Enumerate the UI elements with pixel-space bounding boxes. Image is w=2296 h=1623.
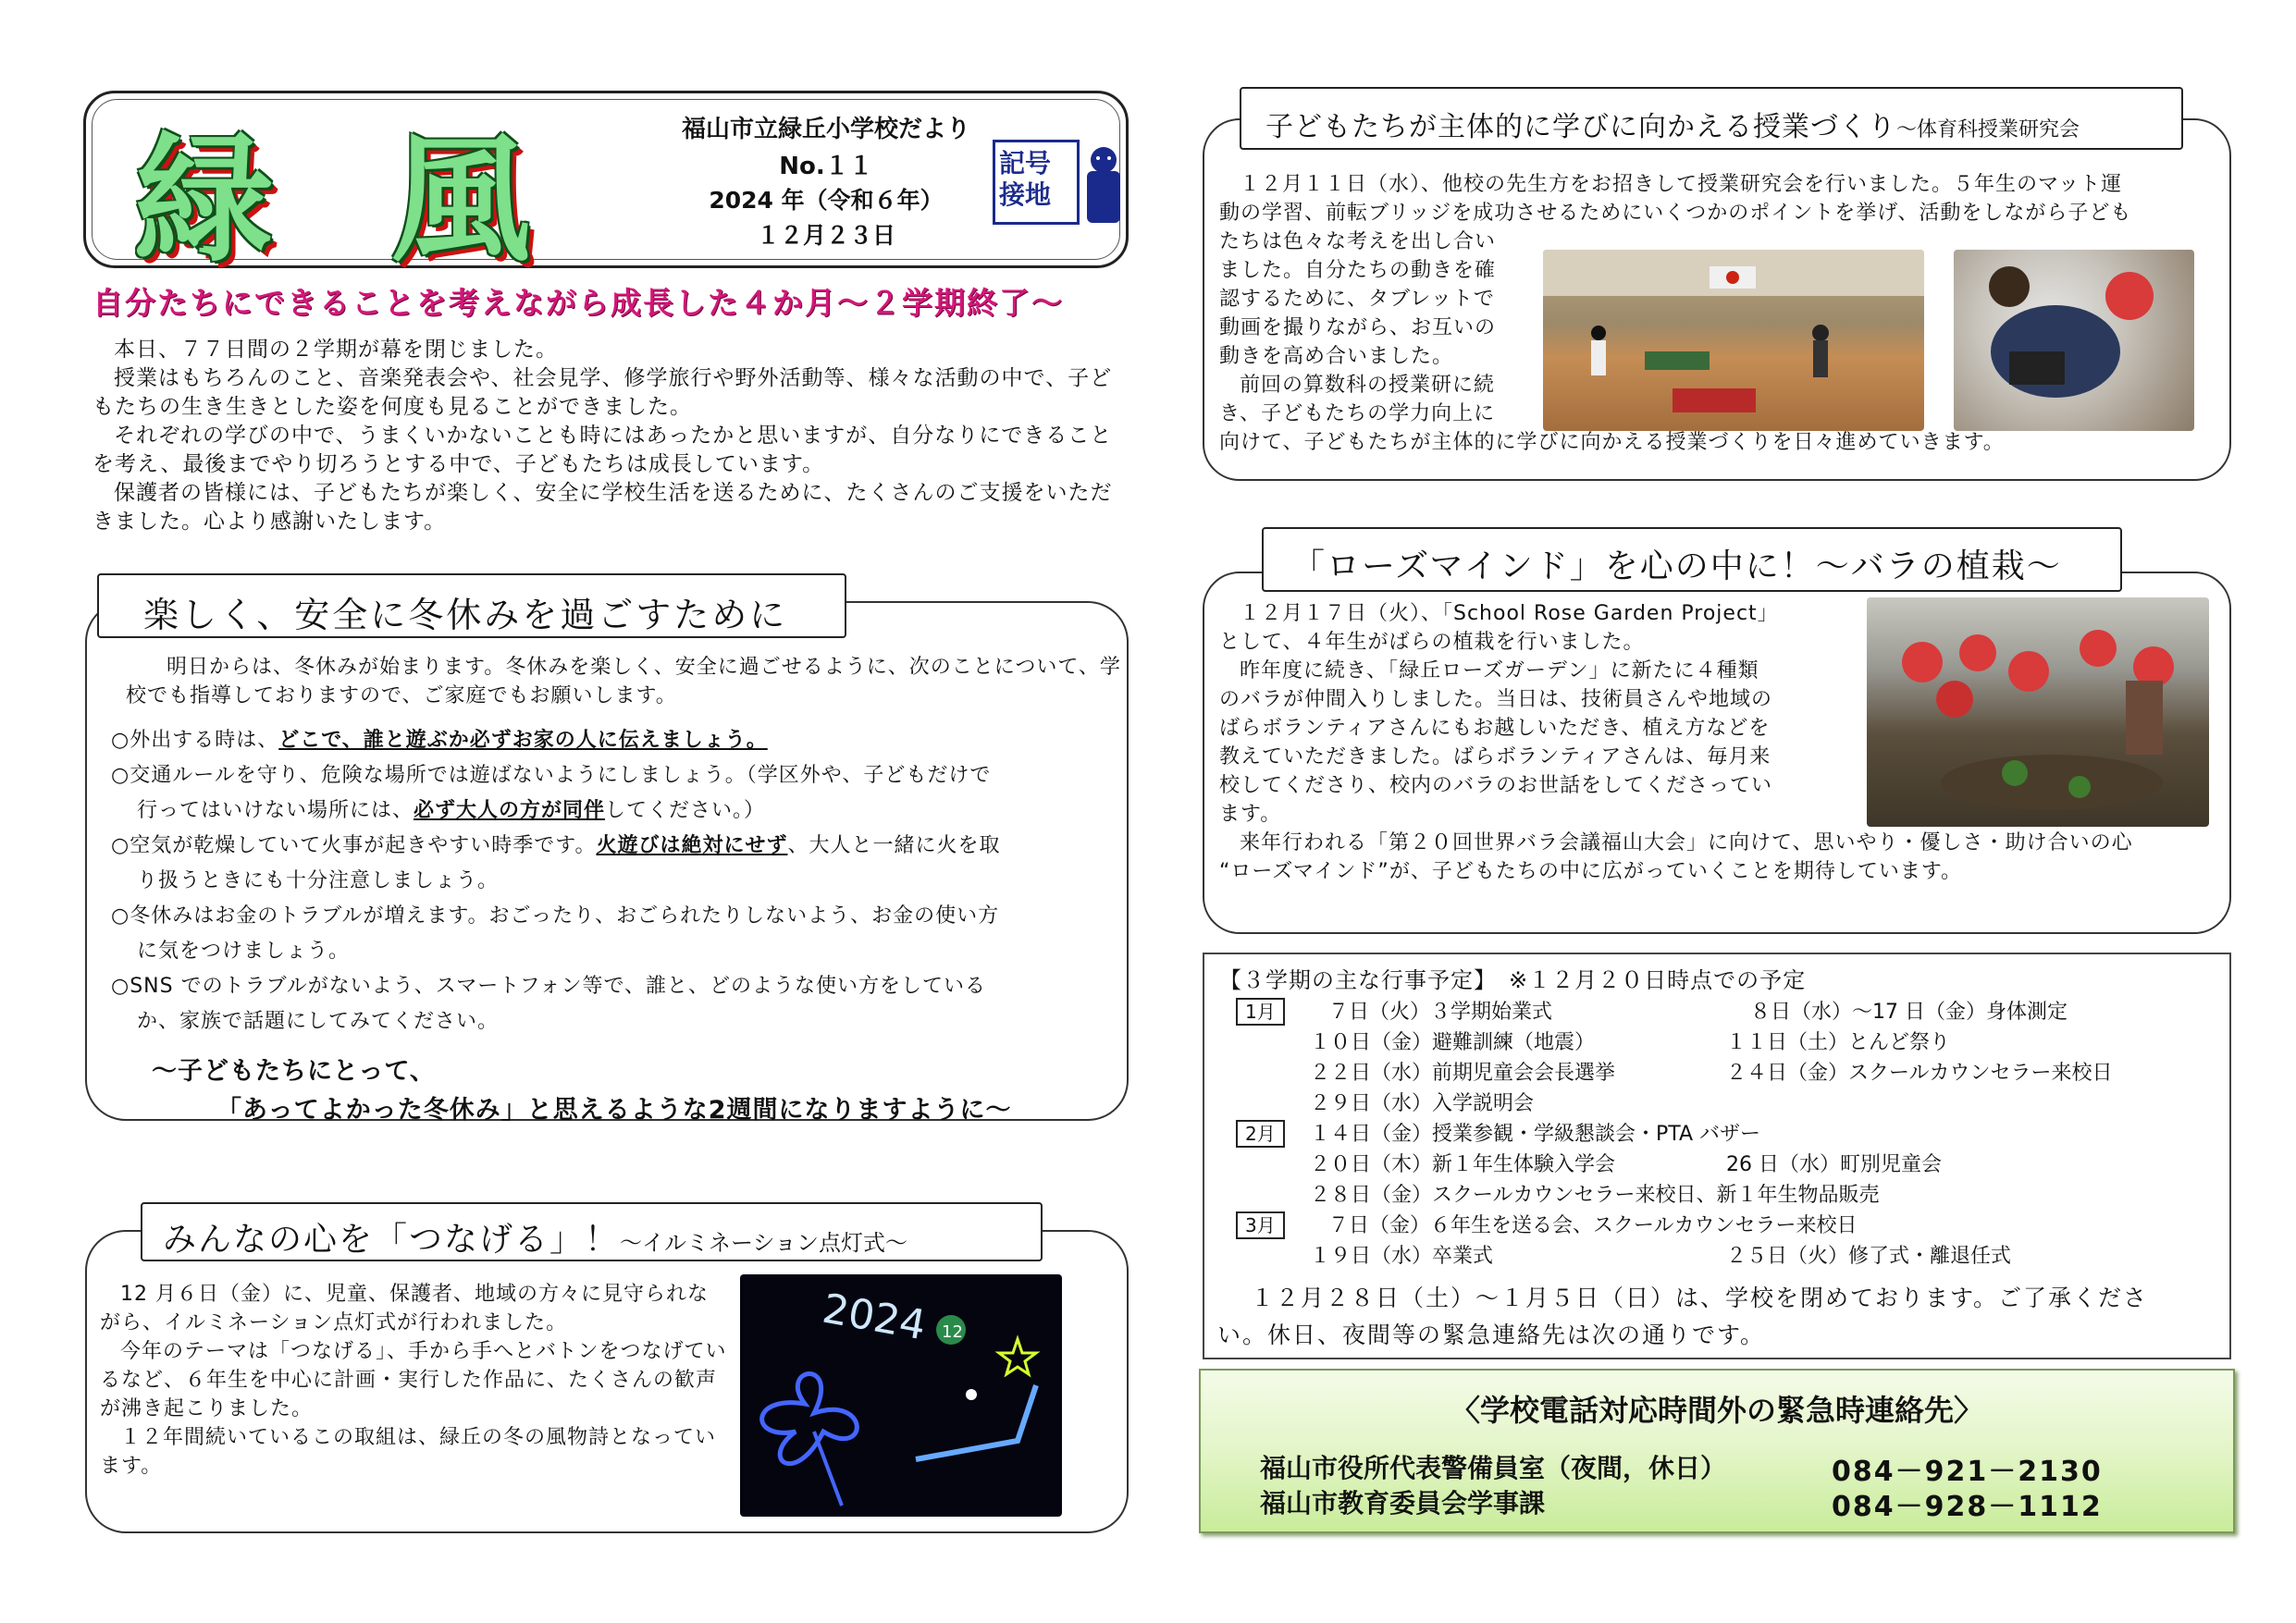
headline: 自分たちにできることを考えながら成長した４か月～２学期終了～ bbox=[93, 285, 1064, 321]
illumination-paragraph: １２年間続いているこの取組は、緑丘の冬の風物詩となっています。 bbox=[100, 1426, 717, 1478]
issue-year: 2024 年（令和６年） bbox=[709, 187, 944, 214]
schedule-heading: 【３学期の主な行事予定】 ※１２月２０日時点での予定 bbox=[1219, 967, 1807, 993]
schedule-event: １４日（金）授業参観・学級懇談会・PTA バザー bbox=[1310, 1123, 1761, 1146]
intro-paragraph: それぞれの学びの中で、うまくいかないことも時にはあったかと思いますが、自分なりにできることを考え、最後までやり切ろうとする中で、子どもたちは成長しています。 bbox=[93, 424, 1113, 476]
illumination-photo bbox=[740, 1274, 1062, 1517]
emergency-tel-1: 084－921－2130 bbox=[1832, 1456, 2103, 1488]
winter-body bbox=[111, 653, 1124, 1130]
schedule-event: ７日（火）３学期始業式 bbox=[1328, 1001, 1553, 1024]
rose-body: １２月１７日（火）、「School Rose Garden Project」 として、４年生がばらの植栽を行いました。 昨年度に続き、「緑丘ローズガーデン」に新たに４種類 のバラが仲間入りしました。当日は、技術員さんや地域の ばらボランティアさんにもお越しいただき、植え方などを 教えていただきました。ばらボランティアさんは、毎月来 校してくださり、校内のバラのお世話をしてくださってい ます。 来年行われる「第２０回世界バラ会議福山大会」に向けて、思いやり・優しさ・助け合いの心 “ローズマインド”が、子どもたちの中に広がっていくことを期待しています。 bbox=[1219, 602, 2133, 883]
emergency-title: 〈学校電話対応時間外の緊急時連絡先〉 bbox=[1450, 1393, 1983, 1428]
photo-text-12: 12 bbox=[942, 1322, 963, 1342]
schedule-event: ２４日（金）スクールカウンセラー来校日 bbox=[1726, 1062, 2113, 1085]
schedule-event: 26 日（水）町別児童会 bbox=[1726, 1153, 1942, 1176]
intro-text bbox=[93, 336, 1133, 536]
winter-item-4: ○冬休みはお金のトラブルが増えます。おごったり、おごられたりしないよう、お金の使い方 に気をつけましょう。 bbox=[111, 904, 1000, 963]
illumination-title: みんなの心を「つなげる」！ bbox=[163, 1221, 621, 1259]
illumination-subtitle: ～イルミネーション点灯式～ bbox=[620, 1230, 908, 1256]
illumination-paragraph: 今年のテーマは「つなげる」、手から手へとバトンをつなげているなど、６年生を中心に計画・実行した作品に、たくさんの歓声が沸き起こりました。 bbox=[100, 1340, 727, 1420]
badge-line-2: 接地 bbox=[999, 179, 1052, 210]
winter-item-5: ○SNS でのトラブルがないよう、スマートフォン等で、誰と、どのような使い方をしている か、家族で話題にしてみてください。 bbox=[111, 975, 987, 1033]
winter-item-2: ○交通ルールを守り、危険な場所では遊ばないようにしましょう。（学区外や、子どもだけで 行ってはいけない場所には、必ず大人の方が同伴してください。） bbox=[111, 764, 992, 822]
school-closed-notice: １２月２８日（土）～１月５日（日）は、学校を閉めております。ご了承くださ い。休日、夜間等の緊急連絡先は次の通りです。 bbox=[1217, 1285, 2149, 1348]
illumination-body bbox=[100, 1280, 729, 1481]
schedule-event: ２８日（金）スクールカウンセラー来校日、新１年生物品販売 bbox=[1310, 1184, 1880, 1207]
issue-number: No.１１ bbox=[779, 153, 873, 180]
pe-photo-tablet bbox=[1954, 250, 2194, 431]
winter-item-3: ○空気が乾燥していて火事が起きやすい時季です。火遊びは絶対にせず、大人と一緒に火を取 り扱うときにも十分注意しましょう。 bbox=[111, 834, 1001, 892]
emergency-org-1: 福山市役所代表警備員室（夜間，休日） bbox=[1260, 1453, 1727, 1483]
schedule-event: ２２日（水）前期児童会会長選挙 bbox=[1310, 1062, 1616, 1085]
pe-body: １２月１１日（水）、他校の先生方をお招きして授業研究会を行いました。５年生のマット運 動の学習、前転ブリッジを成功させるためにいくつかのポイントを挙げ、活動をしながら子ども たちは色々な考えを出し合い ました。自分たちの動きを確 認するために、タブレットで 動画を撮りながら、お互いの 動きを高め合いました。 前回の算数科の授業研に続 き、子どもたちの学力向上に 向けて、子どもたちが主体的に学びに向かえる授業づくりを日々進めていきます。 bbox=[1219, 173, 2132, 454]
illumination-title-tag bbox=[141, 1202, 1043, 1261]
winter-title: 楽しく、安全に冬休みを過ごすために bbox=[143, 595, 788, 635]
schedule-event: ８日（水）～17 日（金）身体測定 bbox=[1750, 1001, 2068, 1024]
school-name: 福山市立緑丘小学校だより bbox=[681, 116, 970, 143]
emergency-box bbox=[1199, 1369, 2235, 1533]
title-char-1: 緑 bbox=[134, 120, 274, 281]
pe-subtitle: ～体育科授業研究会 bbox=[1896, 118, 2080, 141]
rose-title-tag bbox=[1262, 527, 2122, 592]
schedule-event: １９日（水）卒業式 bbox=[1310, 1245, 1494, 1268]
winter-item-1: ○外出する時は、どこで、誰と遊ぶか必ずお家の人に伝えましょう。 bbox=[111, 729, 768, 752]
emergency-tel-2: 084－928－1112 bbox=[1832, 1491, 2103, 1523]
schedule-event: ２９日（水）入学説明会 bbox=[1310, 1092, 1535, 1115]
mascot-icon bbox=[1083, 143, 1124, 225]
title-char-2: 風 bbox=[391, 120, 531, 281]
pe-photo-gym bbox=[1543, 250, 1924, 431]
schedule-event: ２０日（木）新１年生体験入学会 bbox=[1310, 1153, 1616, 1176]
pe-title-tag bbox=[1240, 87, 2183, 150]
winter-lead: 明日からは、冬休みが始まります。冬休みを楽しく、安全に過ごせるように、次のことについて、学校でも指導しておりますので、ご家庭でもお願いします。 bbox=[126, 656, 1121, 707]
intro-paragraph: 保護者の皆様には、子どもたちが楽しく、安全に学校生活を送るために、たくさんのご支援をいただきました。心より感謝いたします。 bbox=[93, 481, 1113, 534]
rose-title: 「ローズマインド」を心の中に！～バラの植栽～ bbox=[1291, 547, 2062, 585]
photo-text-2024: 2024 bbox=[819, 1285, 930, 1350]
logo-badge bbox=[993, 140, 1080, 225]
intro-paragraph: 授業はもちろんのこと、音楽発表会や、社会見学、修学旅行や野外活動等、様々な活動の中で、子どもたちの生き生きとした姿を何度も見ることができました。 bbox=[93, 366, 1113, 419]
schedule-event: １１日（土）とんど祭り bbox=[1726, 1031, 1951, 1054]
schedule-event: １０日（金）避難訓練（地震） bbox=[1310, 1031, 1596, 1054]
illumination-paragraph: 12 月６日（金）に、児童、保護者、地域の方々に見守られながら、イルミネーション点灯式が行われました。 bbox=[100, 1283, 709, 1334]
schedule-event: ２５日（火）修了式・離退任式 bbox=[1726, 1245, 2012, 1268]
intro-paragraph: 本日、７７日間の２学期が幕を閉じました。 bbox=[114, 338, 558, 362]
rose-planting-photo bbox=[1867, 597, 2209, 827]
emergency-org-2: 福山市教育委員会学事課 bbox=[1260, 1488, 1546, 1518]
winter-title-tag bbox=[97, 573, 846, 638]
schedule-month-2: 2月 bbox=[1236, 1119, 1285, 1150]
issue-date: １２月２３日 bbox=[756, 222, 895, 249]
winter-closing: ～子どもたちにとって、 「あってよかった冬休み」と思えるような2週間になりますように～ bbox=[152, 1057, 1012, 1125]
masthead bbox=[83, 91, 1129, 281]
schedule-month-1: 1月 bbox=[1236, 997, 1285, 1027]
pe-title: 子どもたちが主体的に学びに向かえる授業づくり bbox=[1265, 111, 1896, 143]
schedule-month-3: 3月 bbox=[1236, 1211, 1285, 1241]
badge-line-1: 記号 bbox=[999, 148, 1052, 178]
schedule-event: ７日（金）６年生を送る会、スクールカウンセラー来校日 bbox=[1328, 1214, 1858, 1237]
